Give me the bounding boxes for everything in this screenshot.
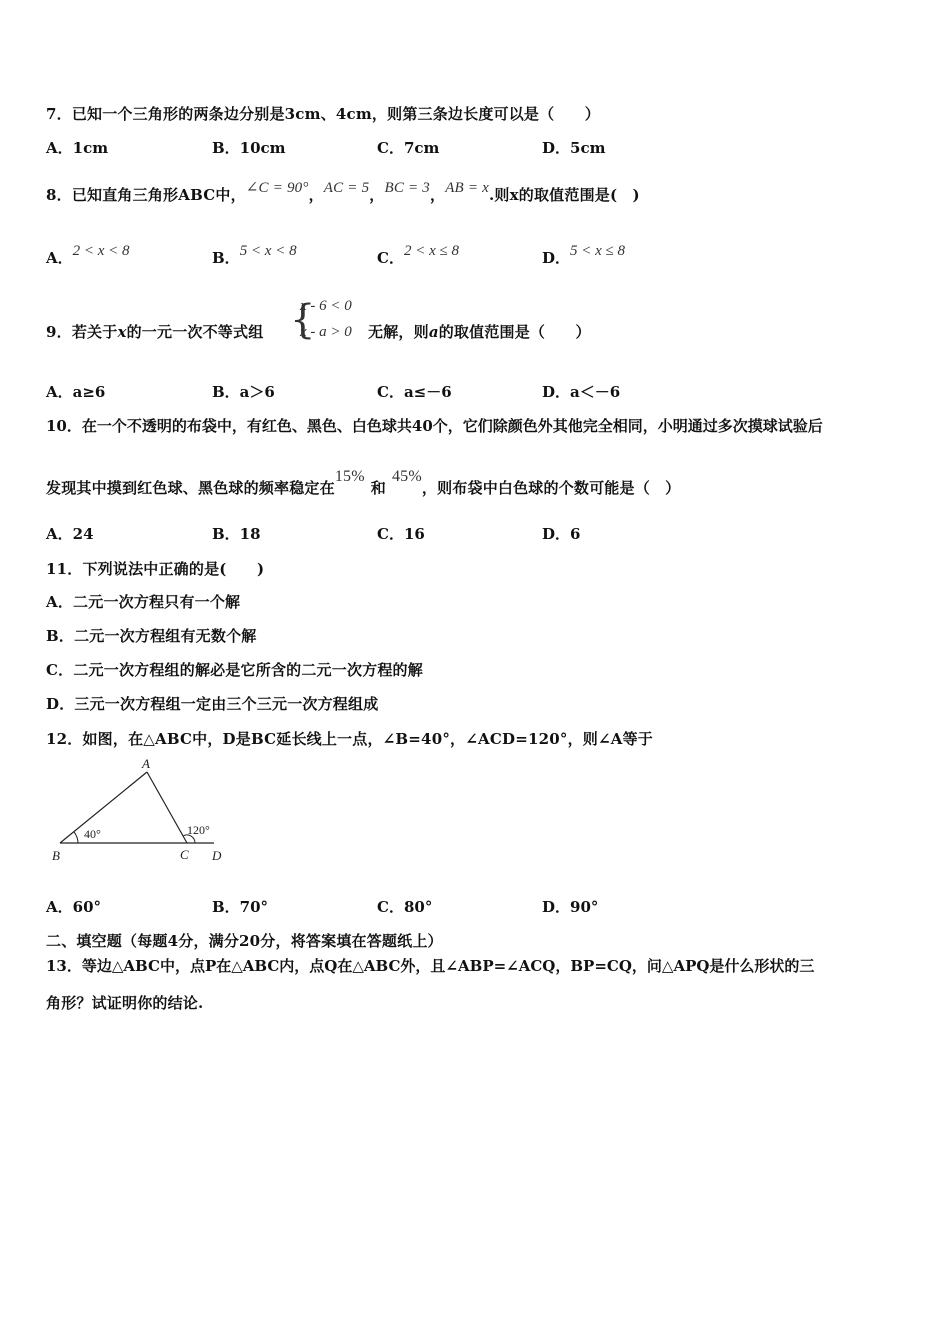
q8-math-angle-c: ∠C = 90° [245, 180, 309, 196]
q8-sep-1: ， [308, 186, 324, 204]
q9-brace: { [290, 297, 316, 343]
q8-option-c-math: 2 < x ≤ 8 [403, 243, 459, 259]
q12-angle-acd-label: 120° [187, 823, 210, 837]
q11-option-b: B．二元一次方程组有无数个解 [46, 627, 257, 645]
q12-line-ab [60, 772, 147, 843]
q8-sep-2: ， [369, 186, 385, 204]
q8-option-b-math: 5 < x < 8 [239, 243, 297, 259]
q12-label-d: D [212, 848, 222, 863]
q9-stem-mid: 的一元一次不等式组 [126, 323, 264, 341]
q10-stem-line-1: 10．在一个不透明的布袋中，有红色、黑色、白色球共40个，它们除颜色外其他完全相同，小明通过多次摸球试验后 [46, 417, 823, 435]
q9-stem-post-2: 的取值范围是（ ） [438, 323, 591, 341]
q13-stem-line-1: 13．等边△ABC中，点P在△ABC内，点Q在△ABC外，且∠ABP=∠ACQ，BP=CQ，问△APQ是什么形状的三 [46, 957, 815, 975]
q9-option-a: A．a≥6 [46, 383, 106, 401]
q8-math-ab: AB = x [445, 180, 489, 196]
q10-option-d: D．6 [542, 525, 581, 543]
q12-option-b: B．70° [212, 898, 269, 916]
q11-option-d: D．三元一次方程组一定由三个三元一次方程组成 [46, 695, 379, 713]
q12-option-d: D．90° [542, 898, 599, 916]
q12-label-b: B [52, 848, 60, 863]
q8-option-d-label: D． [542, 249, 571, 267]
q8-option-d [542, 243, 626, 268]
q9-stem-right [368, 321, 591, 342]
q7-option-d: D．5cm [542, 139, 606, 157]
q8-option-b [212, 243, 297, 268]
q11-option-c: C．二元一次方程组的解必是它所含的二元一次方程的解 [46, 661, 423, 679]
q8-option-c [377, 243, 459, 268]
q8-option-a-label: A． [46, 249, 73, 267]
q9-row-1: x - 6 < 0 [300, 298, 352, 314]
q12-stem: 12．如图，在△ABC中，D是BC延长线上一点，∠B=40°，∠ACD=120°，则∠A等于 [46, 730, 653, 748]
q11-option-a: A．二元一次方程只有一个解 [46, 593, 241, 611]
q12-angle-b-label: 40° [84, 827, 101, 841]
q10-option-c: C．16 [377, 525, 425, 543]
q8-option-c-label: C． [377, 249, 404, 267]
q12-triangle-figure [44, 752, 234, 870]
q12-label-a: A [142, 756, 150, 771]
q12-option-c: C．80° [377, 898, 433, 916]
q9-stem-left [46, 321, 263, 342]
q8-stem [46, 180, 640, 205]
q8-sep-3: ， [429, 186, 446, 204]
q12-angle-arc-b [74, 832, 78, 843]
q8-option-b-label: B． [212, 249, 240, 267]
q8-option-a [46, 243, 130, 268]
q9-inequality-system [290, 296, 370, 348]
q8-math-bc: BC = 3 [384, 180, 430, 196]
q8-stem-post: .则x的取值范围是( ) [489, 186, 640, 204]
q11-stem: 11．下列说法中正确的是( ) [46, 560, 265, 578]
q9-option-c: C．a≤－6 [377, 383, 452, 401]
q9-option-b: B．a＞6 [212, 383, 275, 401]
q8-stem-pre: 8．已知直角三角形ABC中， [46, 186, 246, 204]
q7-option-a: A．1cm [46, 139, 109, 157]
q10-option-b: B．18 [212, 525, 261, 543]
q12-line-ac [147, 772, 187, 843]
q10-math-45pct: 45% [391, 468, 422, 485]
q8-option-d-math: 5 < x ≤ 8 [570, 243, 626, 259]
q10-stem-post: ，则布袋中白色球的个数可能是（ ） [421, 479, 681, 497]
q7-option-c: C．7cm [377, 139, 440, 157]
q7-option-b: B．10cm [212, 139, 286, 157]
q10-stem-line-2 [46, 468, 681, 498]
q8-math-ac: AC = 5 [323, 180, 370, 196]
q9-var-x: x [117, 323, 127, 341]
q10-stem-pre: 发现其中摸到红色球、黑色球的频率稳定在 [46, 479, 335, 497]
q13-stem-line-2: 角形？试证明你的结论. [46, 994, 204, 1012]
q9-option-d: D．a＜－6 [542, 383, 621, 401]
q10-and: 和 [370, 479, 386, 497]
section-2-title: 二、填空题（每题4分，满分20分，将答案填在答题纸上） [46, 932, 443, 950]
q7-stem: 7．已知一个三角形的两条边分别是3cm、4cm，则第三条边长度可以是（ ） [46, 105, 600, 123]
q8-option-a-math: 2 < x < 8 [72, 243, 130, 259]
q9-var-a: a [428, 323, 439, 341]
q12-option-a: A．60° [46, 898, 102, 916]
q9-row-2: x - a > 0 [300, 324, 352, 340]
q10-option-a: A．24 [46, 525, 94, 543]
q9-stem-pre: 9．若关于 [46, 323, 118, 341]
q12-label-c: C [180, 847, 189, 862]
q10-math-15pct: 15% [334, 468, 365, 485]
q9-stem-post-1: 无解，则 [368, 323, 429, 341]
